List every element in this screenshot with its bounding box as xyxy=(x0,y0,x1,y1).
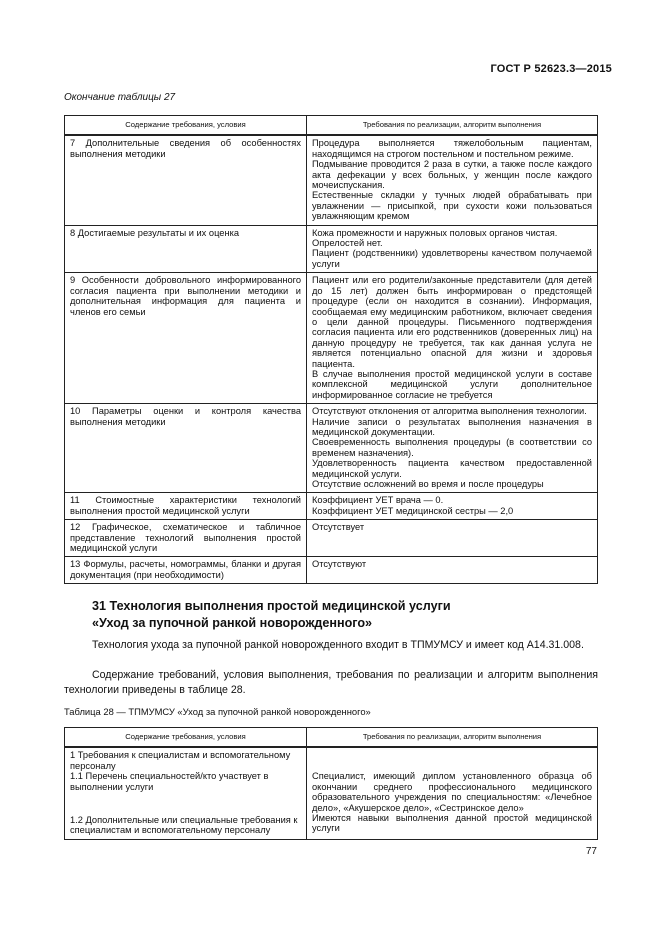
table-header-row xyxy=(65,116,598,136)
row-text: 1 Требования к специалистам и вспомогательному персоналу xyxy=(70,750,291,771)
row-text: Отсутствует xyxy=(312,522,365,533)
row-text: Отсутствие осложнений во время и после процедуры xyxy=(312,479,544,489)
row-text: Отсутствуют отклонения от алгоритма выполнения технологии. xyxy=(312,406,587,417)
table-row xyxy=(65,135,598,225)
column-header-implementation: Требования по реализации, алгоритм выполнения xyxy=(307,116,598,136)
table-27 xyxy=(64,115,598,584)
row-requirement: 13 Формулы, расчеты, номограммы, бланки и другая документация (при необходимости) xyxy=(65,557,307,584)
row-requirement: 8 Достигаемые результаты и их оценка xyxy=(65,225,307,273)
row-requirement: 12 Графическое, схематическое и табличное представление технологий выполнения простой медицинской услуги xyxy=(65,520,307,557)
row-text: Удовлетворенность пациента качеством предоставленной медицинской услуги. xyxy=(312,458,592,479)
row-text: В случае выполнения простой медицинской услуги в составе комплексной медицинской услуги дополнительное информированное согласие не требуется xyxy=(312,368,592,400)
section-title-line: 31 Технология выполнения простой медицинской услуги xyxy=(92,599,451,613)
row-text: Имеются навыки выполнения данной простой медицинской услуги xyxy=(312,813,592,834)
row-implementation xyxy=(307,747,598,839)
row-implementation xyxy=(307,557,598,584)
section-title xyxy=(92,598,592,632)
column-header-requirement: Содержание требования, условия xyxy=(65,116,307,136)
row-text: Специалист, имеющий диплом установленного образца об окончании среднего профессионального медицинского образовательного учреждения по специальностям: «Лечебное дело», «Акушерское дело», «Сестринское дело» xyxy=(312,771,592,813)
table-row xyxy=(65,520,598,557)
table-28 xyxy=(64,727,598,840)
row-implementation xyxy=(307,225,598,273)
row-text: Своевременность выполнения процедуры (в соответствии со временем назначения). xyxy=(312,437,592,458)
table-row xyxy=(65,404,598,493)
row-implementation xyxy=(307,404,598,493)
table-row xyxy=(65,225,598,273)
row-text: Естественные складки у тучных людей обрабатывать при увлажнении — присыпкой, при сухости кожи пользоваться увлажняющим кремом xyxy=(312,190,592,222)
row-implementation xyxy=(307,493,598,520)
row-text: Кожа промежности и наружных половых органов чистая. xyxy=(312,227,558,238)
paragraph: Технология ухода за пупочной ранкой новорожденного входит в ТПМУМСУ и имеет код А14.31.008. xyxy=(92,639,584,651)
row-implementation xyxy=(307,520,598,557)
row-text: 1.1 Перечень специальностей/кто участвует в выполнении услуги xyxy=(70,771,269,792)
row-text: Коэффициент УЕТ медицинской сестры — 2,0 xyxy=(312,505,514,516)
paragraph: Содержание требований, условия выполнения, требования по реализации и алгоритм выполнения технологии приведены в таблице 28. xyxy=(64,669,598,696)
row-text: Опрелостей нет. xyxy=(312,238,383,249)
row-text: Наличие записи о результатах выполнения назначения в медицинской документации. xyxy=(312,416,592,437)
column-header-implementation: Требования по реализации, алгоритм выполнения xyxy=(307,728,598,748)
column-header-requirement: Содержание требования, условия xyxy=(65,728,307,748)
table-row xyxy=(65,557,598,584)
row-text: Процедура выполняется тяжелобольным пациентам, находящимся на строгом постельном и постельном режиме. xyxy=(312,138,592,159)
row-text: Коэффициент УЕТ врача — 0. xyxy=(312,495,444,506)
row-requirement: 7 Дополнительные сведения об особенностях выполнения методики xyxy=(65,135,307,225)
row-text: Пациент (родственники) удовлетворены качеством получаемой услуги xyxy=(312,248,592,269)
row-implementation xyxy=(307,135,598,225)
table-row xyxy=(65,493,598,520)
row-requirement: 11 Стоимостные характеристики технологий выполнения простой медицинской услуги xyxy=(65,493,307,520)
table-row xyxy=(65,747,598,839)
row-text: 1.2 Дополнительные или специальные требования к специалистам и вспомогательному персоналу xyxy=(70,815,298,836)
table-row xyxy=(65,273,598,404)
row-requirement: 10 Параметры оценки и контроля качества выполнения методики xyxy=(65,404,307,493)
row-requirement: 9 Особенности добровольного информированного согласия пациента при выполнении методики и дополнительная информация для пациента и членов его семьи xyxy=(65,273,307,404)
section-title-line: «Уход за пупочной ранкой новорожденного» xyxy=(92,616,373,630)
table-label: Таблица 28 — ТПМУМСУ «Уход за пупочной ранкой новорожденного» xyxy=(64,706,371,717)
row-requirement xyxy=(65,747,307,839)
table-header-row xyxy=(65,728,598,748)
page-number: 77 xyxy=(585,846,597,857)
table-caption: Окончание таблицы 27 xyxy=(64,92,176,103)
document-code: ГОСТ Р 52623.3—2015 xyxy=(490,63,612,75)
row-text: Подмывание проводится 2 раза в сутки, а также после каждого акта дефекации у всех больных, у женщин после каждого мочеиспускания. xyxy=(312,159,592,191)
row-text: Пациент или его родители/законные представители (для детей до 15 лет) должен быть информирован о предстоящей процедуре (если он находится в сознании). Информация, сообщаемая ему медицинским работником, включает сведения о цели данной процедуры. Письменного подтверждения согласия пациента или его родственников (доверенных лиц) на данную процедуру не требуется, так как данная услуга не является потенциально опасной для жизни и здоровья пациента. xyxy=(312,275,592,369)
row-text: Отсутствуют xyxy=(312,559,367,570)
row-implementation xyxy=(307,273,598,404)
